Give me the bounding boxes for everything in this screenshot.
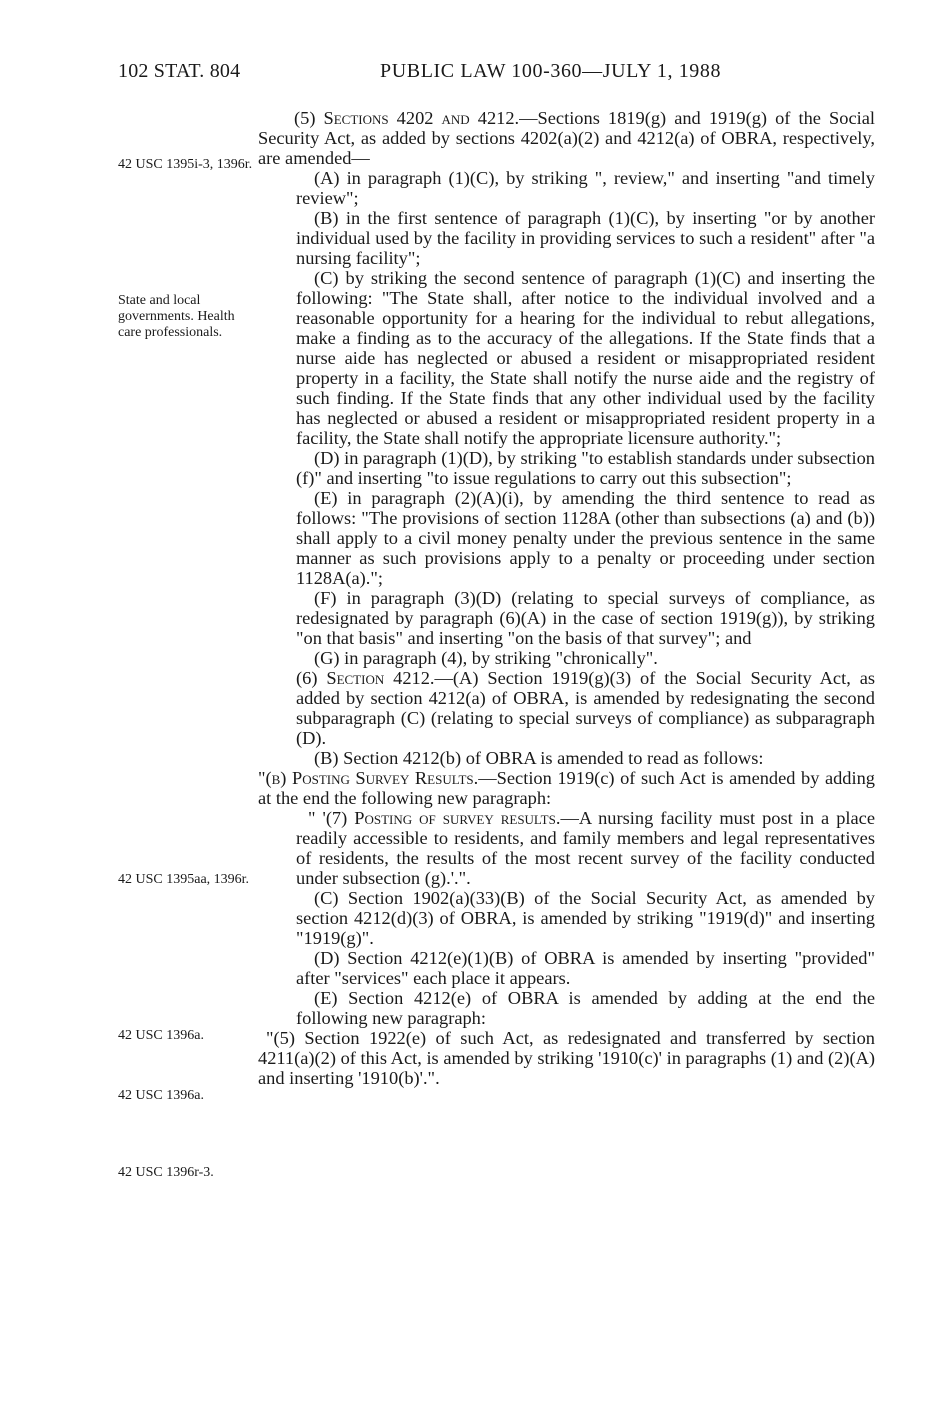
quoted-paragraph-5: "(5) Section 1922(e) of such Act, as redesignated and transferred by section 4211(a)(2) of this Act, is amended by striking '1910(c)' in paragraphs (1) and (2)(A) and inserting '1910(b)'.". <box>258 1028 875 1088</box>
subparagraph-e-6: (E) Section 4212(e) of OBRA is amended by adding at the end the following new paragraph: <box>296 988 875 1028</box>
paragraph-5: (5) Sections 4202 and 4212.—Sections 1819(g) and 1919(g) of the Social Security Act, as added by sections 4202(a)(2) and 4212(a) of OBRA, respectively, are amended— <box>258 108 875 168</box>
paragraph-6: (6) Section 4212.—(A) Section 1919(g)(3) of the Social Security Act, as added by section 4212(a) of OBRA, is amended by redesignating the second subparagraph (C) (relating to special surveys of compliance) as subparagraph (D). <box>296 668 876 748</box>
quoted-subsection-b: "(b) Posting Survey Results.—Section 1919(c) of such Act is amended by adding at the end the following new paragraph: <box>258 768 876 808</box>
statute-text <box>258 108 875 1088</box>
subparagraph-b-6: (B) Section 4212(b) of OBRA is amended to read as follows: <box>314 748 764 768</box>
margin-note: State and local governments. Health care professionals. <box>118 293 235 340</box>
section-heading: (6) Section 4212.— <box>296 668 453 688</box>
subparagraph-g: (G) in paragraph (4), by striking "chronically". <box>314 648 658 668</box>
subparagraph-d: (D) in paragraph (1)(D), by striking "to establish standards under subsection (f)" and inserting "to issue regulations to carry out this subsection"; <box>296 448 875 488</box>
law-title: PUBLIC LAW 100-360—JULY 1, 1988 <box>380 60 722 82</box>
quoted-paragraph-7: " '(7) Posting of survey results.—A nursing facility must post in a place readily accessible to residents, and family members and legal representatives of residents, the results of the most recent survey of the facility conducted under subsection (g).'.". <box>296 808 875 888</box>
margin-note: 42 USC 1395i-3, 1396r. <box>118 157 253 172</box>
subparagraph-f: (F) in paragraph (3)(D) (relating to special surveys of compliance, as redesignated by paragraph (6)(A) in the case of section 1919(g)), by striking "on that basis" and inserting "on the basis of that survey"; and <box>296 588 875 648</box>
subparagraph-e: (E) in paragraph (2)(A)(i), by amending the third sentence to read as follows: "The provisions of section 1128A (other than subsections (a) and (b)) shall apply to a civil money penalty under the previous sentence in the same manner as such provisions apply to a penalty or proceeding under section 1128A(a)."; <box>296 488 875 588</box>
subparagraph-c: (C) by striking the second sentence of paragraph (1)(C) and inserting the following: "The State shall, after notice to the individual involved and a reasonable opportunity for a hearing for the individual to rebut allegations, make a finding as to the accuracy of the allegations. If the State finds that a nurse aide has neglected or abused a resident or misappropriated resident property in a facility, the State shall notify the nurse aide and the registry of such finding. If the State finds that any other individual used by the facility has neglected or abused a resident or misappropriated resident property in a facility, the State shall notify the appropriate licensure authority."; <box>296 268 875 448</box>
quoted-heading: "(b) Posting Survey Results.— <box>258 768 497 788</box>
margin-note: 42 USC 1396r-3. <box>118 1165 214 1180</box>
margin-note: 42 USC 1396a. <box>118 1028 204 1043</box>
quoted-heading: " '(7) Posting of survey results.— <box>308 808 579 828</box>
subparagraph-d-6: (D) Section 4212(e)(1)(B) of OBRA is amended by inserting "provided" after "services" each place it appears. <box>296 948 875 988</box>
stat-page-reference: 102 STAT. 804 <box>118 60 241 82</box>
section-heading: (5) Sections 4202 and 4212.— <box>294 108 538 128</box>
subparagraph-a: (A) in paragraph (1)(C), by striking ", review," and inserting "and timely review"; <box>296 168 875 208</box>
subparagraph-b: (B) in the first sentence of paragraph (1)(C), by inserting "or by another individual used by the facility in providing services to such a resident" after "a nursing facility"; <box>296 208 875 268</box>
margin-note: 42 USC 1396a. <box>118 1088 204 1103</box>
margin-note: 42 USC 1395aa, 1396r. <box>118 872 250 887</box>
subparagraph-c-6: (C) Section 1902(a)(33)(B) of the Social Security Act, as amended by section 4212(d)(3) of OBRA, is amended by striking "1919(d)" and inserting "1919(g)". <box>296 888 875 948</box>
